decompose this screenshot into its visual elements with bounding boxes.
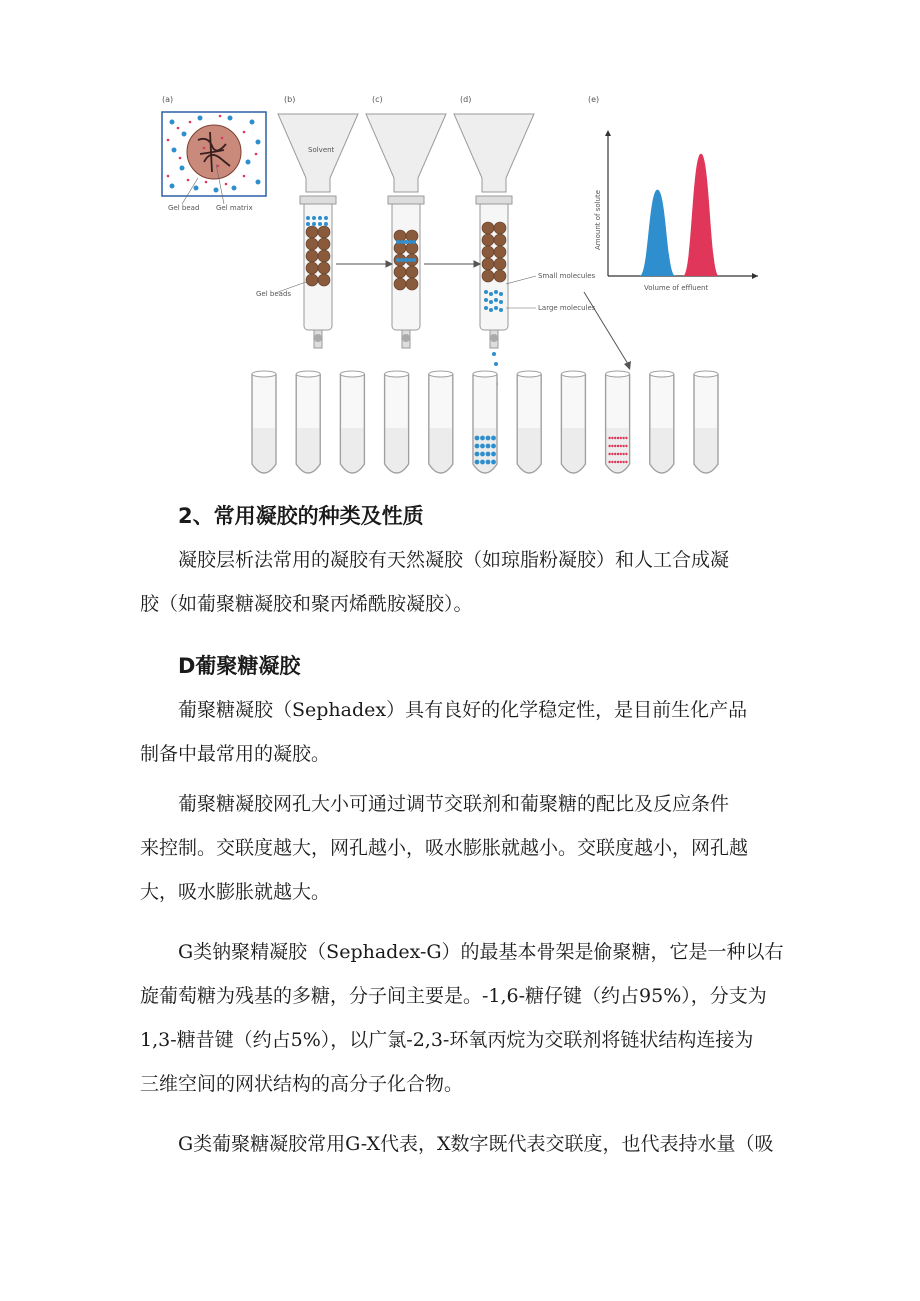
gel-bead bbox=[494, 246, 506, 258]
text-line: 大，吸水膨胀就越大。 bbox=[140, 881, 331, 903]
large-molecule-dot bbox=[480, 460, 485, 465]
drop bbox=[492, 352, 496, 356]
solute-dot bbox=[494, 306, 498, 310]
gel-bead bbox=[306, 250, 318, 262]
text-line: G类钠聚精凝胶（Sephadex-G）的最基本骨架是偷聚糖，它是一种以右 bbox=[178, 941, 784, 963]
small-molecule-dot bbox=[625, 461, 627, 463]
test-tube bbox=[517, 371, 541, 473]
sephadex-intro-paragraph bbox=[140, 688, 790, 776]
solute-dot bbox=[324, 216, 328, 220]
text-line: 葡聚糖凝胶网孔大小可通过调节交联剂和葡聚糖的配比及反应条件 bbox=[178, 793, 730, 815]
large-molecule-dot bbox=[486, 436, 491, 441]
gel-bead bbox=[306, 274, 318, 286]
small-molecule-dot bbox=[614, 453, 616, 455]
g-x-paragraph bbox=[140, 1122, 790, 1166]
test-tube bbox=[252, 371, 276, 473]
gel-bead bbox=[406, 278, 418, 290]
solute-dot bbox=[412, 240, 416, 244]
small-molecule-dot bbox=[620, 461, 622, 463]
column-c bbox=[366, 114, 446, 348]
gel-bead bbox=[482, 246, 494, 258]
small-molecule-dot bbox=[620, 437, 622, 439]
solute-dot bbox=[494, 290, 498, 294]
solute-dot bbox=[396, 258, 400, 262]
panel-label-d: (d) bbox=[460, 95, 472, 104]
large-molecule-dot bbox=[491, 452, 496, 457]
test-tube bbox=[650, 371, 674, 473]
gel-bead bbox=[306, 238, 318, 250]
solvent-label: Solvent bbox=[308, 146, 335, 154]
panel-label-b: (b) bbox=[284, 95, 296, 104]
solute-dot bbox=[489, 300, 493, 304]
test-tube bbox=[606, 371, 630, 473]
sephadex-g-paragraph bbox=[140, 930, 790, 1106]
solute-dot bbox=[489, 308, 493, 312]
small-molecule-dot bbox=[617, 461, 619, 463]
small-molecule-dot bbox=[611, 453, 613, 455]
text-line: 旋葡萄糖为残基的多糖，分子间主要是。-1,6-糖仔键（约占95%），分支为 bbox=[140, 985, 767, 1007]
gel-bead bbox=[318, 250, 330, 262]
test-tube bbox=[473, 371, 497, 473]
small-molecule-dot bbox=[620, 453, 622, 455]
small-molecule-dot bbox=[617, 445, 619, 447]
small-molecule-dot bbox=[622, 437, 624, 439]
solute-dot bbox=[499, 300, 503, 304]
test-tube bbox=[694, 371, 718, 473]
small-molecule-dot bbox=[608, 453, 610, 455]
gel-bead bbox=[494, 258, 506, 270]
gel-bead bbox=[394, 278, 406, 290]
text-line: 制备中最常用的凝胶。 bbox=[140, 743, 331, 765]
gel-bead bbox=[482, 258, 494, 270]
text-line: 凝胶层析法常用的凝胶有天然凝胶（如琼脂粉凝胶）和人工合成凝 bbox=[178, 549, 730, 571]
solute-dot bbox=[400, 258, 404, 262]
solute-dot bbox=[306, 216, 310, 220]
small-molecule-dot bbox=[614, 445, 616, 447]
text-line: 1,3-糖昔键（约占5%），以广氯-2,3-环氧丙烷为交联剂将链状结构连接为 bbox=[140, 1029, 754, 1051]
gel-beads-label: Gel beads bbox=[256, 290, 292, 298]
solute-dot bbox=[484, 298, 488, 302]
small-molecule-dot bbox=[617, 437, 619, 439]
large-molecule-dot bbox=[475, 460, 480, 465]
solute-dot bbox=[494, 298, 498, 302]
solute-dot bbox=[408, 258, 412, 262]
solute-dot bbox=[499, 292, 503, 296]
small-molecule-dot bbox=[625, 453, 627, 455]
small-molecule-dot bbox=[625, 437, 627, 439]
gel-filtration-figure bbox=[160, 92, 760, 484]
large-molecule-dot bbox=[480, 452, 485, 457]
small-molecule-dot bbox=[608, 461, 610, 463]
peak-small-molecules bbox=[683, 154, 719, 276]
large-molecule-dot bbox=[486, 444, 491, 449]
gel-bead bbox=[482, 234, 494, 246]
large-molecule-dot bbox=[480, 444, 485, 449]
gel-bead bbox=[406, 242, 418, 254]
chart-xlabel: Volume of effluent bbox=[644, 284, 709, 292]
small-molecule-dot bbox=[614, 437, 616, 439]
large-molecule-dot bbox=[491, 444, 496, 449]
solute-dot bbox=[484, 290, 488, 294]
gel-bead bbox=[482, 270, 494, 282]
panel-label-e: (e) bbox=[588, 95, 600, 104]
solute-dot bbox=[404, 258, 408, 262]
text-line: 葡聚糖凝胶（Sephadex）具有良好的化学稳定性，是目前生化产品 bbox=[178, 699, 748, 721]
large-molecule-dot bbox=[486, 452, 491, 457]
small-molecule-dot bbox=[611, 437, 613, 439]
small-molecule-dot bbox=[622, 461, 624, 463]
large-molecules-label: Large molecules bbox=[538, 304, 596, 312]
column-d bbox=[454, 114, 534, 348]
small-molecules-label: Small molecules bbox=[538, 272, 596, 280]
small-molecule-dot bbox=[622, 445, 624, 447]
small-molecule-dot bbox=[611, 461, 613, 463]
solute-dot bbox=[404, 240, 408, 244]
large-molecule-dot bbox=[486, 460, 491, 465]
gel-bead bbox=[482, 222, 494, 234]
solute-dot bbox=[306, 222, 310, 226]
peak-large-molecules bbox=[640, 190, 676, 276]
test-tube bbox=[429, 371, 453, 473]
solute-dot bbox=[318, 216, 322, 220]
solute-dot bbox=[484, 306, 488, 310]
drop bbox=[494, 362, 498, 366]
small-molecule-dot bbox=[622, 453, 624, 455]
solute-dot bbox=[324, 222, 328, 226]
large-molecule-dot bbox=[491, 460, 496, 465]
elution-chart bbox=[594, 130, 758, 292]
gel-bead bbox=[306, 262, 318, 274]
section-d-heading: D葡聚糖凝胶 bbox=[178, 654, 301, 678]
gel-bead bbox=[494, 222, 506, 234]
gel-bead bbox=[394, 230, 406, 242]
large-molecule-dot bbox=[480, 436, 485, 441]
large-molecule-dot bbox=[475, 452, 480, 457]
section-2-heading: 2、常用凝胶的种类及性质 bbox=[178, 504, 424, 528]
gel-bead bbox=[306, 226, 318, 238]
gel-bead-label: Gel bead bbox=[168, 204, 200, 212]
gel-bead bbox=[406, 266, 418, 278]
solute-dot bbox=[400, 240, 404, 244]
solute-dot bbox=[312, 216, 316, 220]
small-molecule-dot bbox=[611, 445, 613, 447]
solute-dot bbox=[318, 222, 322, 226]
solute-dot bbox=[499, 308, 503, 312]
test-tube bbox=[296, 371, 320, 473]
gel-bead bbox=[394, 266, 406, 278]
gel-bead bbox=[318, 238, 330, 250]
solute-dot bbox=[312, 222, 316, 226]
large-molecule-dot bbox=[475, 444, 480, 449]
gel-bead bbox=[406, 230, 418, 242]
small-molecule-dot bbox=[617, 453, 619, 455]
test-tube bbox=[561, 371, 585, 473]
pore-size-paragraph bbox=[140, 782, 790, 914]
small-molecule-dot bbox=[625, 445, 627, 447]
text-line: 来控制。交联度越大，网孔越小，吸水膨胀就越小。交联度越小，网孔越 bbox=[140, 837, 749, 859]
panel-label-a: (a) bbox=[162, 95, 174, 104]
text-line: 胶（如葡聚糖凝胶和聚丙烯酰胺凝胶）。 bbox=[140, 593, 473, 615]
chart-ylabel: Amount of solute bbox=[594, 189, 602, 250]
large-molecule-dot bbox=[491, 436, 496, 441]
solute-dot bbox=[408, 240, 412, 244]
small-molecule-dot bbox=[620, 445, 622, 447]
solute-dot bbox=[489, 292, 493, 296]
gel-matrix-label: Gel matrix bbox=[216, 204, 253, 212]
gel-bead bbox=[494, 234, 506, 246]
small-molecule-dot bbox=[608, 445, 610, 447]
text-line: 三维空间的网状结构的高分子化合物。 bbox=[140, 1073, 464, 1095]
small-molecule-dot bbox=[614, 461, 616, 463]
solute-dot bbox=[412, 258, 416, 262]
gel-bead bbox=[318, 262, 330, 274]
gel-bead-closeup bbox=[162, 112, 266, 196]
section-2-paragraph bbox=[140, 538, 790, 626]
small-molecule-dot bbox=[608, 437, 610, 439]
gel-bead bbox=[494, 270, 506, 282]
large-molecule-dot bbox=[475, 436, 480, 441]
gel-bead bbox=[394, 242, 406, 254]
test-tube bbox=[340, 371, 364, 473]
test-tube bbox=[385, 371, 409, 473]
solute-dot bbox=[396, 240, 400, 244]
text-line: G类葡聚糖凝胶常用G-X代表，X数字既代表交联度，也代表持水量（吸 bbox=[178, 1133, 774, 1155]
panel-label-c: (c) bbox=[372, 95, 383, 104]
gel-bead bbox=[318, 226, 330, 238]
gel-bead bbox=[318, 274, 330, 286]
